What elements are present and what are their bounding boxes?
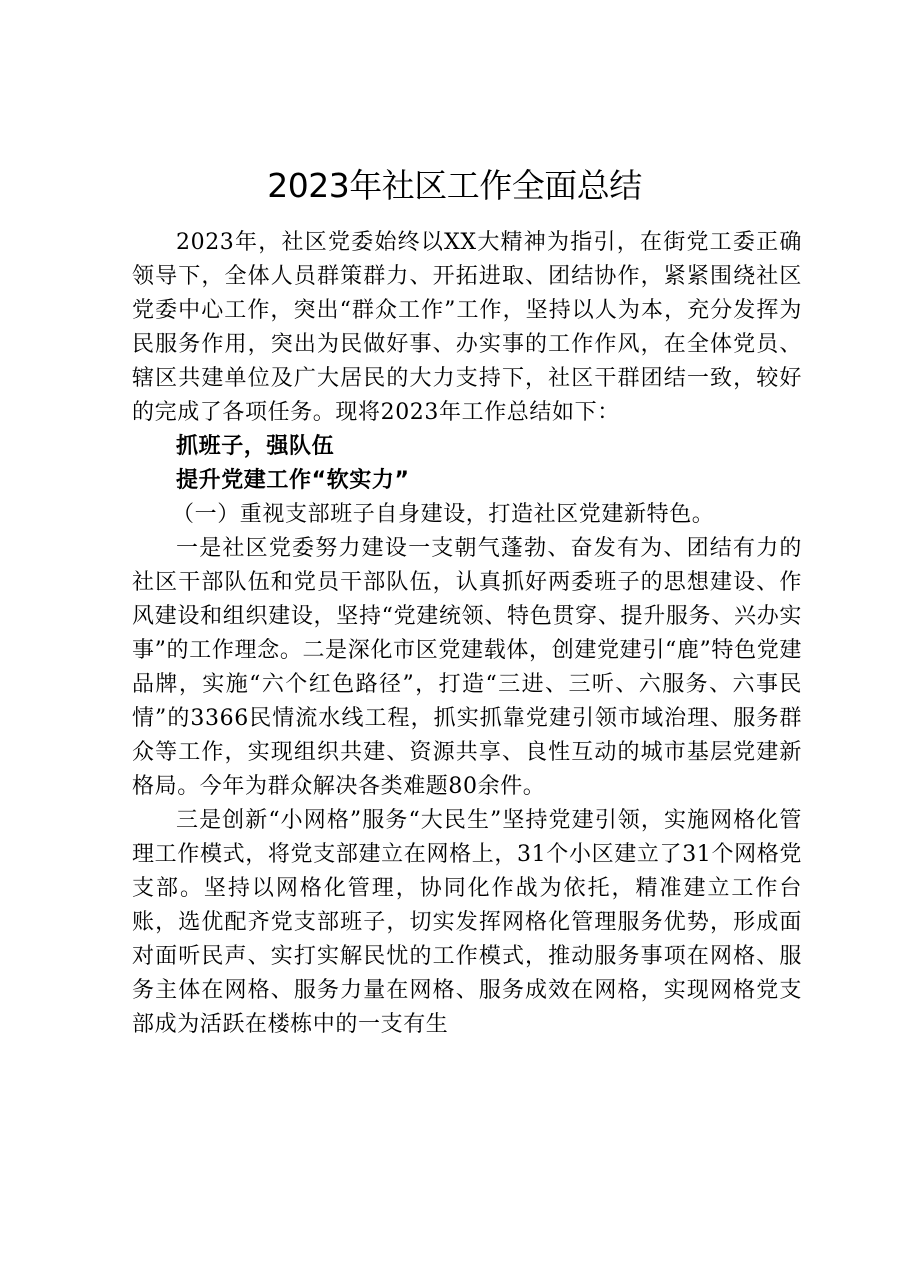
body-paragraph-1: 一是社区党委努力建设一支朝气蓬勃、奋发有为、团结有力的社区干部队伍和党员干部队伍，认真抓好两委班子的思想建设、作风建设和组织建设，坚持“党建统领、特色贯穿、提升服务、兴办实事”的工作理念。二是深化市区党建载体，创建党建引“鹿”特色党建品牌，实施“六个红色路径”，打造“三进、三听、六服务、六事民情”的3366民情流水线工程，抓实抓靠党建引领市域治理、服务群众等工作，实现组织共建、资源共享、良性互动的城市基层党建新格局。今年为群众解决各类难题80余件。 bbox=[132, 536, 802, 799]
section-heading: 抓班子，强队伍 bbox=[176, 434, 335, 459]
document-title: 2023年社区工作全面总结 bbox=[267, 166, 642, 205]
subsection-heading: （一）重视支部班子自身建设，打造社区党建新特色。 bbox=[172, 502, 715, 527]
body-paragraph-2: 三是创新“小网格”服务“大民生”坚持党建引领，实施网格化管理工作模式，将党支部建立在网格上，31个小区建立了31个网格党支部。坚持以网格化管理，协同化作战为依托，精准建立工作台账，选优配齐党支部班子，切实发挥网格化管理服务优势，形成面对面听民声、实打实解民忧的工作模式，推动服务事项在网格、服务主体在网格、服务力量在网格、服务成效在网格，实现网格党支部成为活跃在楼栋中的一支有生 bbox=[132, 808, 802, 1037]
section-subtitle: 提升党建工作“软实力” bbox=[176, 468, 410, 493]
intro-paragraph: 2023年，社区党委始终以XX大精神为指引，在街党工委正确领导下，全体人员群策群力、开拓进取、团结协作，紧紧围绕社区党委中心工作，突出“群众工作”工作，坚持以人为本，充分发挥为民服务作用，突出为民做好事、办实事的工作作风，在全体党员、辖区共建单位及广大居民的大力支持下，社区干群团结一致，较好的完成了各项任务。现将2023年工作总结如下： bbox=[132, 230, 802, 425]
document-body bbox=[132, 226, 802, 1042]
